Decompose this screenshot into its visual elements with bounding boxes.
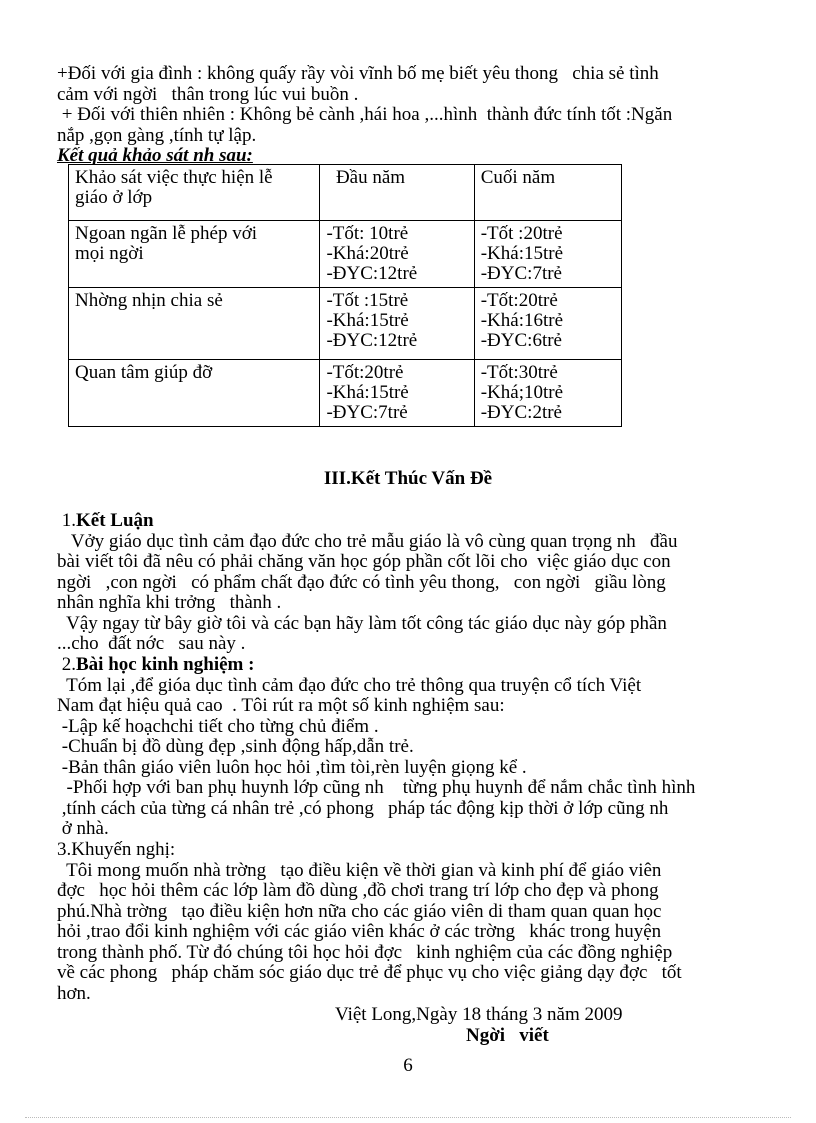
lessons-heading	[57, 655, 762, 676]
survey-table	[68, 164, 622, 427]
page-number: 6	[403, 1055, 413, 1076]
recommend-line: hơn.	[57, 982, 91, 1004]
row-label: Quan tâm giúp đỡ	[75, 362, 213, 383]
header-cell: Đầu năm	[326, 167, 406, 188]
lessons-section	[57, 655, 762, 840]
table-header-row	[69, 165, 622, 221]
table-row	[69, 360, 622, 427]
conclusion-number: 1.	[57, 510, 76, 531]
row-label: Ngoan ngãn lễ phép với mọi ngời	[75, 223, 258, 264]
conclusion-line: ...cho đất nớc sau này .	[57, 633, 246, 654]
lessons-line: -Lập kế hoạchchi tiết cho từng chủ điểm .	[57, 715, 379, 737]
end-of-year-cell: -Tốt:30trẻ -Khá;10trẻ -ĐYC:2trẻ	[480, 362, 564, 423]
recommend-line: Tôi mong muốn nhà trờng tạo điều kiện về thời gian và kinh phí để giáo viên	[57, 859, 662, 881]
intro-line: nắp ,gọn gàng ,tính tự lập.	[57, 124, 257, 146]
lessons-number: 2.	[57, 654, 76, 675]
table-row	[69, 288, 622, 360]
lessons-line: -Chuẩn bị đồ dùng đẹp ,sinh động hấp,dẫn trẻ.	[57, 736, 414, 757]
end-of-year-cell: -Tốt :20trẻ -Khá:15trẻ -ĐYC:7trẻ	[480, 223, 564, 284]
end-of-year-cell: -Tốt:20trẻ -Khá:16trẻ -ĐYC:6trẻ	[480, 290, 564, 351]
recommend-line: hỏi ,trao đổi kinh nghiệm với các giáo viên khác ở các trờng khác trong huyện	[57, 921, 662, 942]
lessons-line: -Phối hợp với ban phụ huynh lớp cũng nh từng phụ huynh để nắm chắc tình hình	[57, 777, 696, 798]
signature-place-date: Việt Long,Ngày 18 tháng 3 năm 2009	[335, 1004, 623, 1025]
recommend-line: trong thành phố. Từ đó chúng tôi học hỏi đợc kinh nghiệm của các đồng nghiệp	[57, 941, 673, 963]
start-of-year-cell: -Tốt :15trẻ -Khá:15trẻ -ĐYC:12trẻ	[326, 290, 418, 351]
conclusion-section	[57, 511, 762, 655]
header-cell: Cuối năm	[480, 167, 556, 188]
recommend-line: phú.Nhà trờng tạo điều kiện hơn nữa cho các giáo viên di tham quan quan học	[57, 900, 662, 922]
intro-line: +Đối với gia đình : không quấy rầy vòi vĩnh bố mẹ biết yêu thong chia sẻ tình	[57, 63, 659, 84]
lessons-line: -Bản thân giáo viên luôn học hỏi ,tìm tòi,rèn luyện giọng kể .	[57, 756, 527, 778]
conclusion-title: Kết Luận	[76, 510, 154, 531]
lessons-line: Tóm lại ,để gióa dục tình cảm đạo đức cho trẻ thông qua truyện cổ tích Việt	[57, 674, 642, 696]
page-bottom-divider	[25, 1117, 791, 1118]
start-of-year-cell: -Tốt: 10trẻ -Khá:20trẻ -ĐYC:12trẻ	[326, 223, 418, 284]
lessons-line: Nam đạt hiệu quả cao . Tôi rút ra một số kinh nghiệm sau:	[57, 695, 505, 716]
conclusion-heading	[57, 511, 762, 532]
intro-line: + Đối với thiên nhiên : Không bẻ cành ,hái hoa ,...hình thành đức tính tốt :Ngăn	[57, 104, 673, 125]
start-of-year-cell: -Tốt:20trẻ -Khá:15trẻ -ĐYC:7trẻ	[326, 362, 409, 423]
conclusion-line: ngời ,con ngời có phẩm chất đạo đức có tình yêu thong, con ngời giầu lòng	[57, 571, 666, 593]
recommend-section	[57, 840, 762, 1004]
lessons-title: Bài học kinh nghiệm :	[76, 654, 255, 675]
row-label: Nhờng nhịn chia sẻ	[75, 290, 223, 311]
signature-writer: Ngời viết	[466, 1025, 549, 1046]
conclusion-line: Vởy giáo dục tình cảm đạo đức cho trẻ mẫu giáo là vô cùng quan trọng nh đầu	[57, 530, 678, 552]
table-row	[69, 221, 622, 288]
recommend-title: 3.Khuyến nghị:	[57, 839, 176, 860]
lessons-line: ,tính cách của từng cá nhân trẻ ,có phong pháp tác động kịp thời ở lớp cũng nh	[57, 797, 669, 819]
survey-heading: Kết quả khảo sát nh sau:	[57, 145, 253, 166]
conclusion-line: Vậy ngay từ bây giờ tôi và các bạn hãy làm tốt công tác giáo dục này góp phần	[57, 612, 667, 634]
intro-line: cảm với ngời thân trong lúc vui buồn .	[57, 83, 359, 105]
recommend-line: đợc học hỏi thêm các lớp làm đồ dùng ,đồ chơi trang trí lớp cho đẹp và phong	[57, 880, 659, 901]
intro-paragraph	[57, 64, 762, 146]
header-cell: Khảo sát việc thực hiện lễ giáo ở lớp	[75, 167, 273, 208]
section-title: III.Kết Thúc Vấn Đề	[323, 468, 493, 489]
recommend-line: về các phong pháp chăm sóc giáo dục trẻ để phục vụ cho việc giảng dạy đợc tốt	[57, 962, 682, 983]
lessons-line: ở nhà.	[57, 818, 109, 839]
conclusion-line: bài viết tôi đã nêu có phải chăng văn học góp phần cốt lõi cho việc giáo dục con	[57, 551, 671, 572]
conclusion-line: nhân nghĩa khi trởng thành .	[57, 592, 282, 613]
